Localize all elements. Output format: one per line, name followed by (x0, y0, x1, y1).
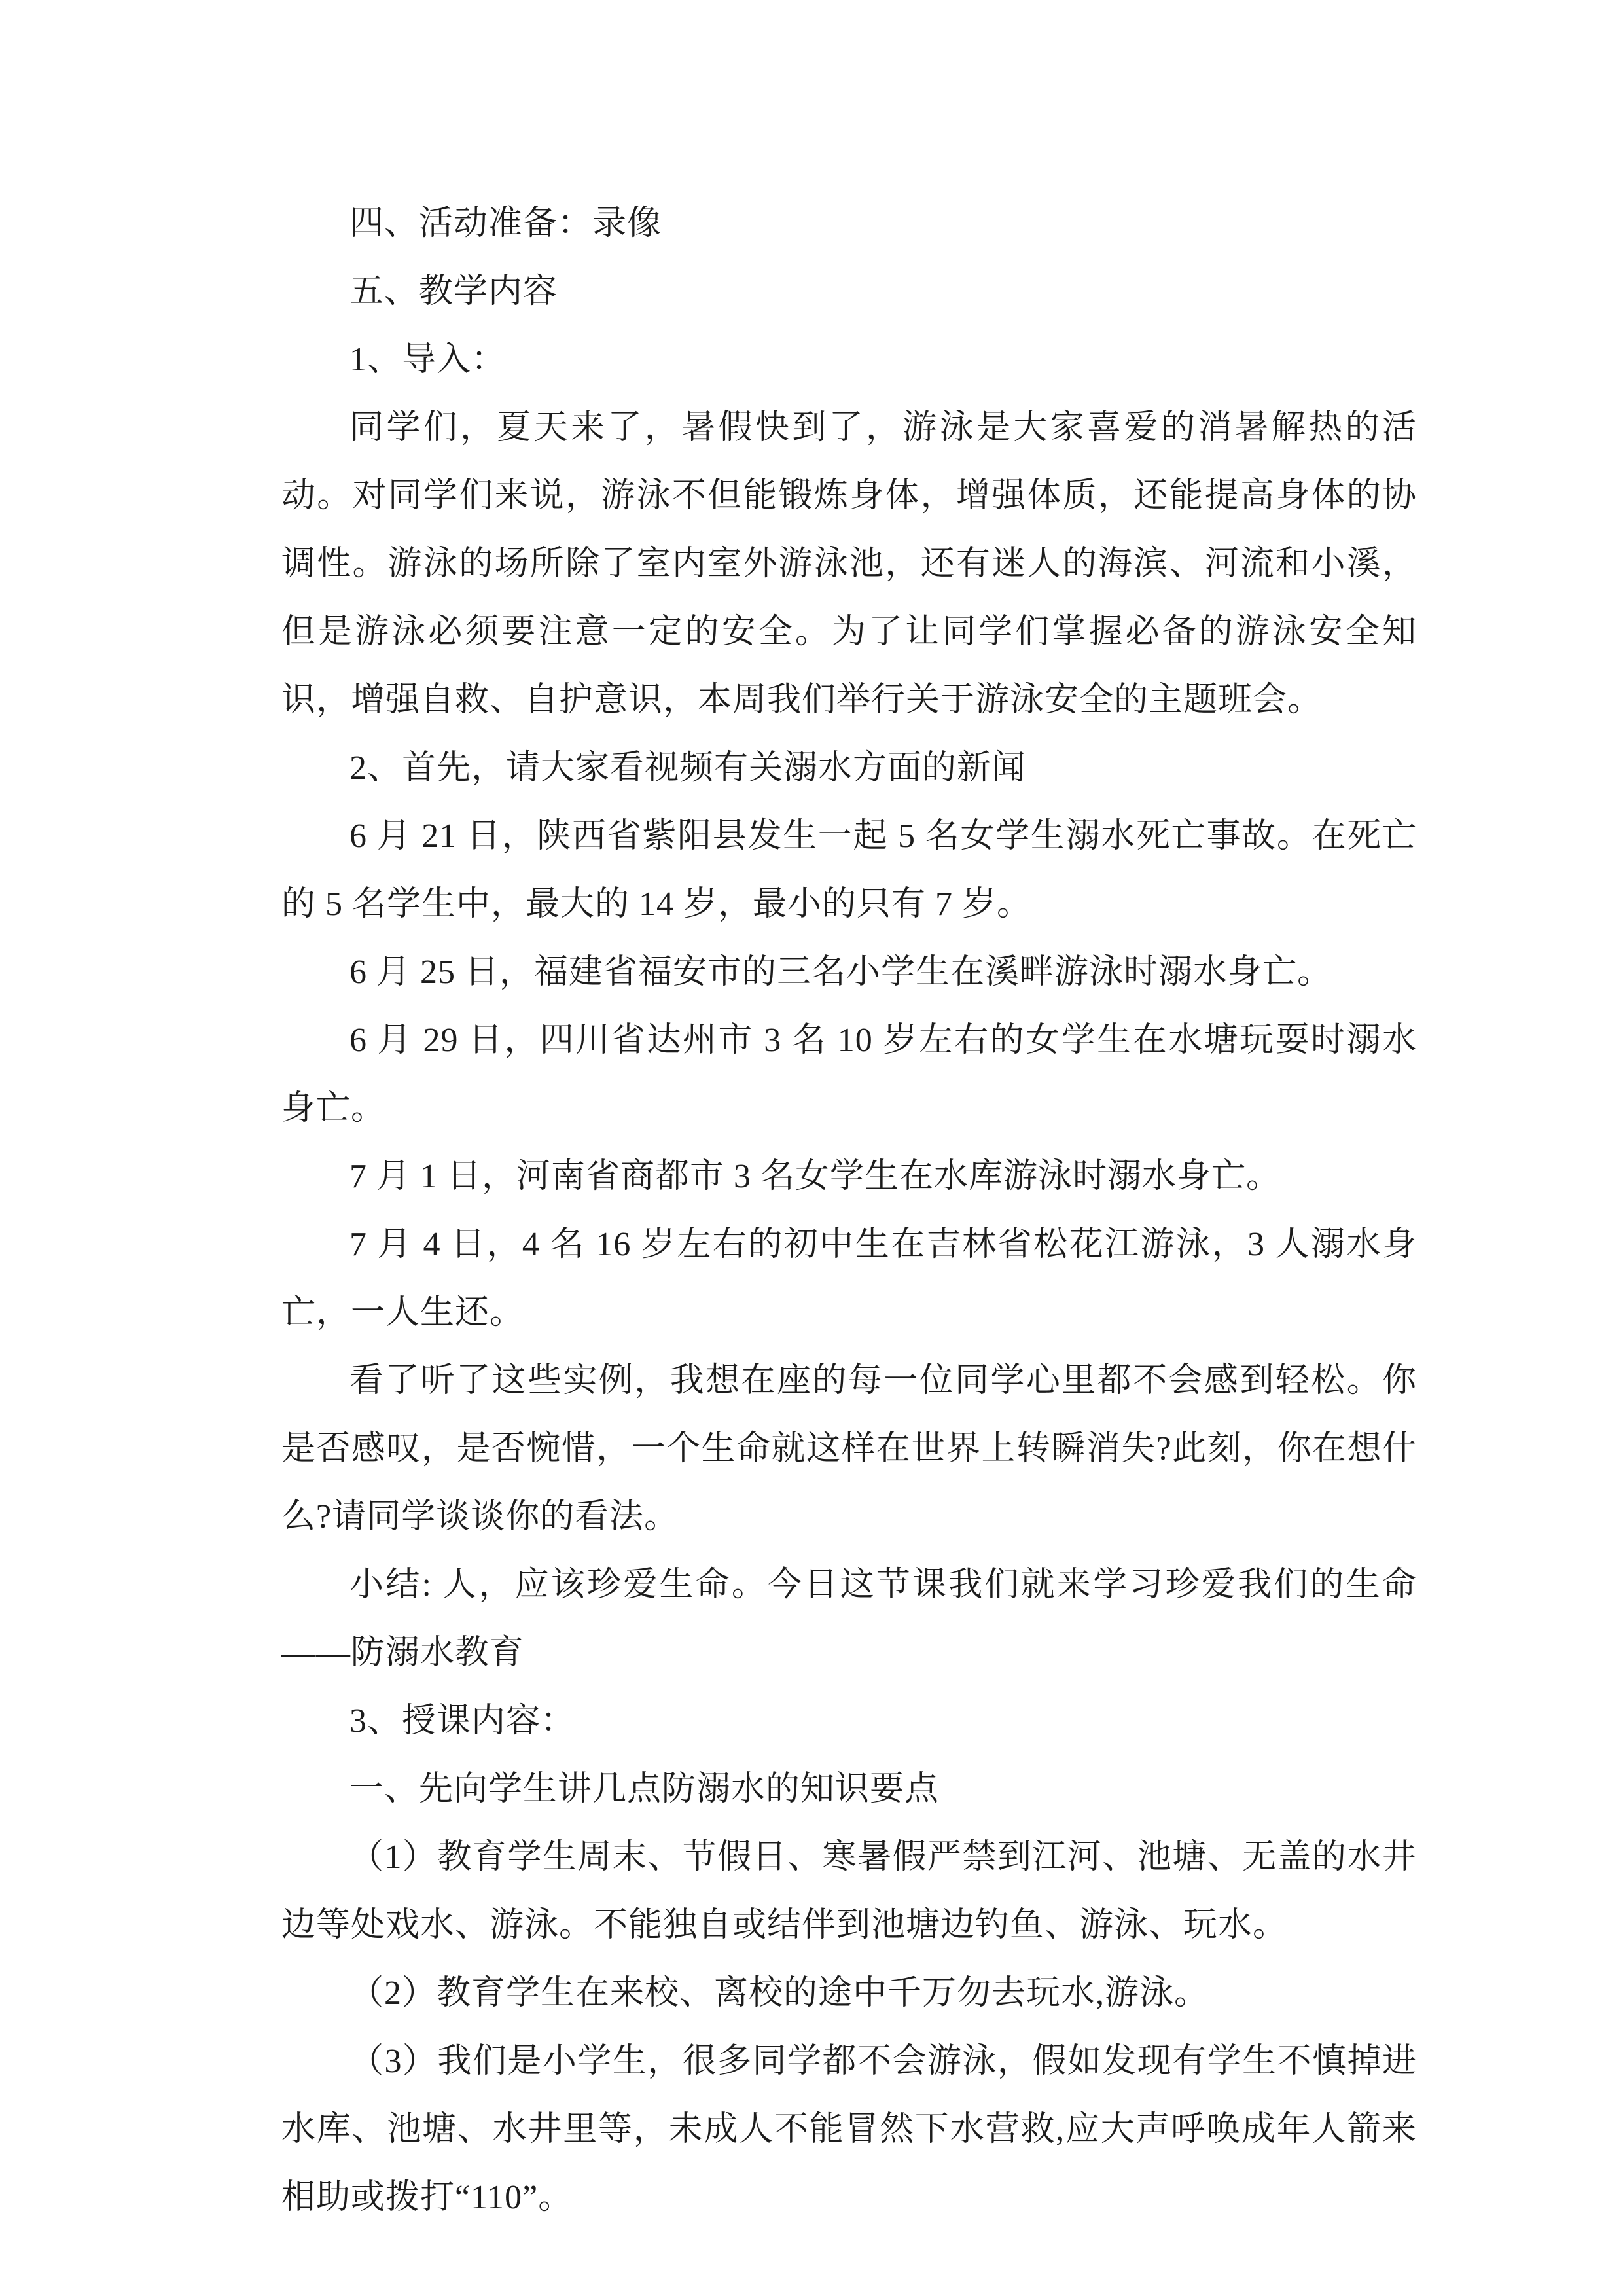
paragraph: 1、导入： (349, 341, 507, 378)
paragraph: 7 月 1 日，河南省商都市 3 名女学生在水库游泳时溺水身亡。 (349, 1158, 1281, 1195)
paragraph: （3）我们是小学生，很多同学都不会游泳，假如发现有学生不慎掉进水库、池塘、水井里等，未成人不能冒然下水营救,应大声呼唤成年人箭来相助或拨打“110”。 (281, 2043, 1417, 2216)
paragraph: 6 月 21 日，陕西省紫阳县发生一起 5 名女学生溺水死亡事故。在死亡的 5 名学生中，最大的 14 岁，最小的只有 7 岁。 (281, 817, 1417, 923)
paragraph: （2）教育学生在来校、离校的途中千万勿去玩水,游泳。 (349, 1975, 1209, 2012)
paragraph: 四、活动准备：录像 (349, 205, 662, 242)
paragraph: 小结: 人，应该珍爱生命。今日这节课我们就来学习珍爱我们的生命——防溺水教育 (281, 1566, 1417, 1672)
paragraph: 7 月 4 日，4 名 16 岁左右的初中生在吉林省松花江游泳，3 人溺水身亡，一人生还。 (281, 1226, 1417, 1331)
paragraph: 同学们，夏天来了，暑假快到了，游泳是大家喜爱的消暑解热的活动。对同学们来说，游泳不但能锻炼身体，增强体质，还能提高身体的协调性。游泳的场所除了室内室外游泳池，还有迷人的海滨、河流和小溪，但是游泳必须要注意一定的安全。为了让同学们掌握必备的游泳安全知识，增强自救、自护意识，本周我们举行关于游泳安全的主题班会。 (281, 409, 1417, 719)
paragraph: 2、首先，请大家看视频有关溺水方面的新闻 (349, 749, 1027, 787)
paragraph: 看了听了这些实例，我想在座的每一位同学心里都不会感到轻松。你是否感叹，是否惋惜，一个生命就这样在世界上转瞬消失?此刻，你在想什么?请同学谈谈你的看法。 (281, 1362, 1417, 1535)
document-content (281, 190, 1417, 2232)
paragraph: 一、先向学生讲几点防溺水的知识要点 (349, 1770, 940, 1808)
paragraph: 五、教学内容 (349, 273, 558, 310)
paragraph: 6 月 29 日，四川省达州市 3 名 10 岁左右的女学生在水塘玩耍时溺水身亡。 (281, 1022, 1417, 1127)
paragraph: 3、授课内容： (349, 1702, 576, 1740)
paragraph: （1）教育学生周末、节假日、寒暑假严禁到江河、池塘、无盖的水井边等处戏水、游泳。不能独自或结伴到池塘边钓鱼、游泳、玩水。 (281, 1839, 1417, 1944)
paragraph: 6 月 25 日，福建省福安市的三名小学生在溪畔游泳时溺水身亡。 (349, 954, 1332, 991)
